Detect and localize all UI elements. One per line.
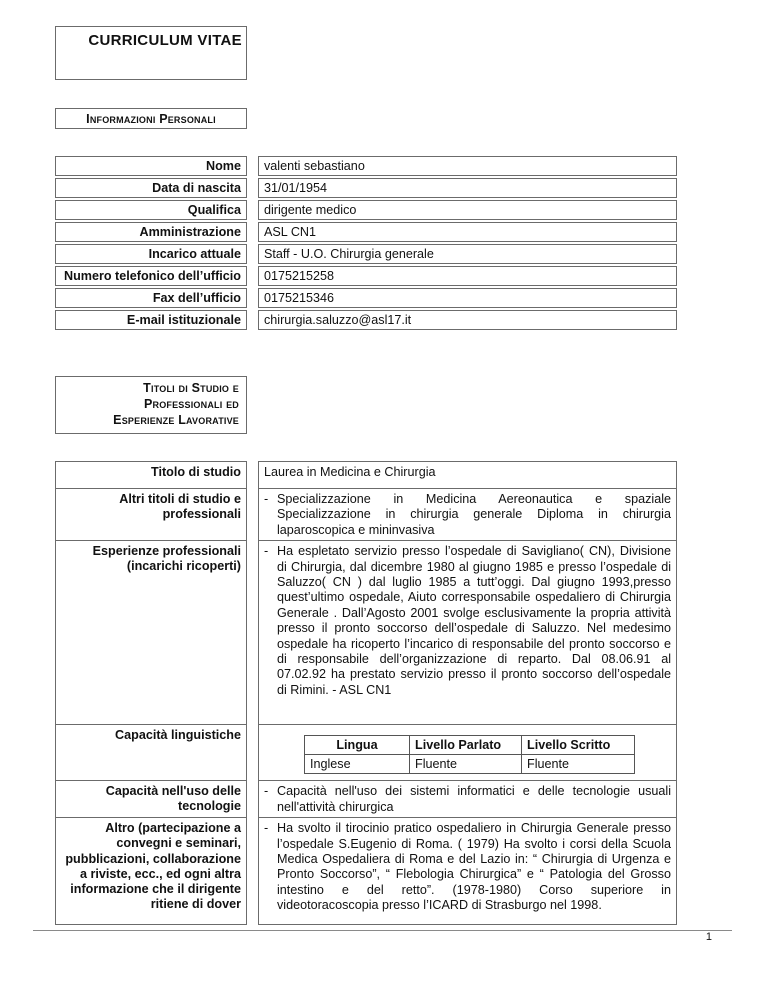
altri-titoli-text: Specializzazione in Medicina Aereonautica e spaziale Specializzazione in chirurgia generale Diploma in chirurgia laparoscopica e mininvasiva: [277, 492, 671, 537]
language-cell-lingua: Inglese: [305, 755, 410, 774]
section-header-text: Informazioni Personali: [86, 111, 216, 126]
titles-experience-table: [55, 461, 677, 925]
section-header-informazioni-personali: [55, 108, 247, 129]
document-title: CURRICULUM VITAE: [88, 32, 242, 49]
field-label-telefono-ufficio: Numero telefonico dell’ufficio: [55, 266, 247, 286]
field-value-capacita-linguistiche: [258, 725, 677, 781]
field-value-email-istituzionale: chirurgia.saluzzo@asl17.it: [258, 310, 677, 330]
field-label-email-istituzionale: E-mail istituzionale: [55, 310, 247, 330]
field-value-altri-titoli: [258, 489, 677, 541]
list-dash-marker: -: [264, 784, 269, 799]
field-value-fax-ufficio: 0175215346: [258, 288, 677, 308]
list-dash-marker: -: [264, 544, 269, 559]
field-value-data-di-nascita: 31/01/1954: [258, 178, 677, 198]
language-table-header-livello-parlato: Livello Parlato: [410, 736, 522, 755]
section-header-line-1: Titoli di Studio e: [143, 381, 239, 395]
tecnologie-text: Capacità nell'uso dei sistemi informatici e delle tecnologie usuali nell'attività chirurgica: [277, 784, 671, 814]
field-value-esperienze-professionali: [258, 541, 677, 725]
field-value-titolo-di-studio: Laurea in Medicina e Chirurgia: [258, 461, 677, 489]
personal-info-table: [55, 156, 677, 330]
field-label-qualifica: Qualifica: [55, 200, 247, 220]
section-header-titoli-di-studio: [55, 376, 247, 434]
field-value-amministrazione: ASL CN1: [258, 222, 677, 242]
language-cell-scritto: Fluente: [522, 755, 635, 774]
language-table-header-livello-scritto: Livello Scritto: [522, 736, 635, 755]
field-label-altro: Altro (partecipazione a convegni e seminari, pubblicazioni, collaborazione a riviste, ecc., ed ogni altra informazione che il dirigente ritiene di dover: [55, 818, 247, 925]
field-label-esperienze-professionali: Esperienze professionali (incarichi ricoperti): [55, 541, 247, 725]
field-value-capacita-tecnologie: [258, 781, 677, 818]
esperienze-text: Ha espletato servizio presso l’ospedale di Savigliano( CN), Divisione di Chirurgia, dal dicembre 1980 al giugno 1985 e presso l’ospedale di Saluzzo( CN ) dal luglio 1985 a tutt’oggi. Dal giugno 1993,presso quest’ultimo ospedale, Aiuto corresponsabile ospedaliero di Chirurgia Generale . Dall’Agosto 2001 svolge esclusivamente la propria attività presso il pronto soccorso dell’ospedale di Saluzzo. Nel medesimo ospedale ha ricoperto l’incarico di responsabile del pronto soccorso e di responsabile dell’organizzazione di reparto. Dal 08.06.91 al 07.02.92 ha prestato servizio presso il pronto soccorso dell’ospedale di Rimini. - ASL CN1: [277, 544, 671, 697]
field-label-data-di-nascita: Data di nascita: [55, 178, 247, 198]
field-label-altri-titoli: Altri titoli di studio e professionali: [55, 489, 247, 541]
list-dash-marker: -: [264, 492, 269, 506]
page-number: 1: [705, 931, 712, 943]
field-value-nome: valenti sebastiano: [258, 156, 677, 176]
language-cell-parlato: Fluente: [410, 755, 522, 774]
field-label-amministrazione: Amministrazione: [55, 222, 247, 242]
document-title-box: [55, 26, 247, 80]
field-label-capacita-linguistiche: Capacità linguistiche: [55, 725, 247, 781]
language-table-header-lingua: Lingua: [305, 736, 410, 755]
field-label-nome: Nome: [55, 156, 247, 176]
field-label-fax-ufficio: Fax dell’ufficio: [55, 288, 247, 308]
language-table-row: [305, 755, 635, 774]
field-value-altro: [258, 818, 677, 925]
section-header-line-2: Professionali ed: [143, 397, 239, 411]
list-dash-marker: -: [264, 821, 269, 836]
field-value-telefono-ufficio: 0175215258: [258, 266, 677, 286]
altro-text: Ha svolto il tirocinio pratico ospedaliero in Chirurgia Generale presso l’ospedale S.Eugenio di Roma. ( 1979) Ha svolto i corsi della Scuola Medica Ospedaliera di Roma e del Lazio in: “ Chirurgia di Urgenza e Pronto Soccorso”, “ Flebologia Chirurgica” e “ Patologia del Grosso intestino e del retto”. (1978-1980) Corso superiore in videotoracoscopia presso l’ICARD di Strasburgo nel 1998.: [277, 821, 671, 913]
field-label-incarico-attuale: Incarico attuale: [55, 244, 247, 264]
field-label-titolo-di-studio: Titolo di studio: [55, 461, 247, 489]
field-value-qualifica: dirigente medico: [258, 200, 677, 220]
language-skills-table: [304, 735, 635, 774]
section-header-line-3: Esperienze Lavorative: [113, 413, 239, 427]
field-label-capacita-tecnologie: Capacità nell'uso delle tecnologie: [55, 781, 247, 818]
field-value-incarico-attuale: Staff - U.O. Chirurgia generale: [258, 244, 677, 264]
